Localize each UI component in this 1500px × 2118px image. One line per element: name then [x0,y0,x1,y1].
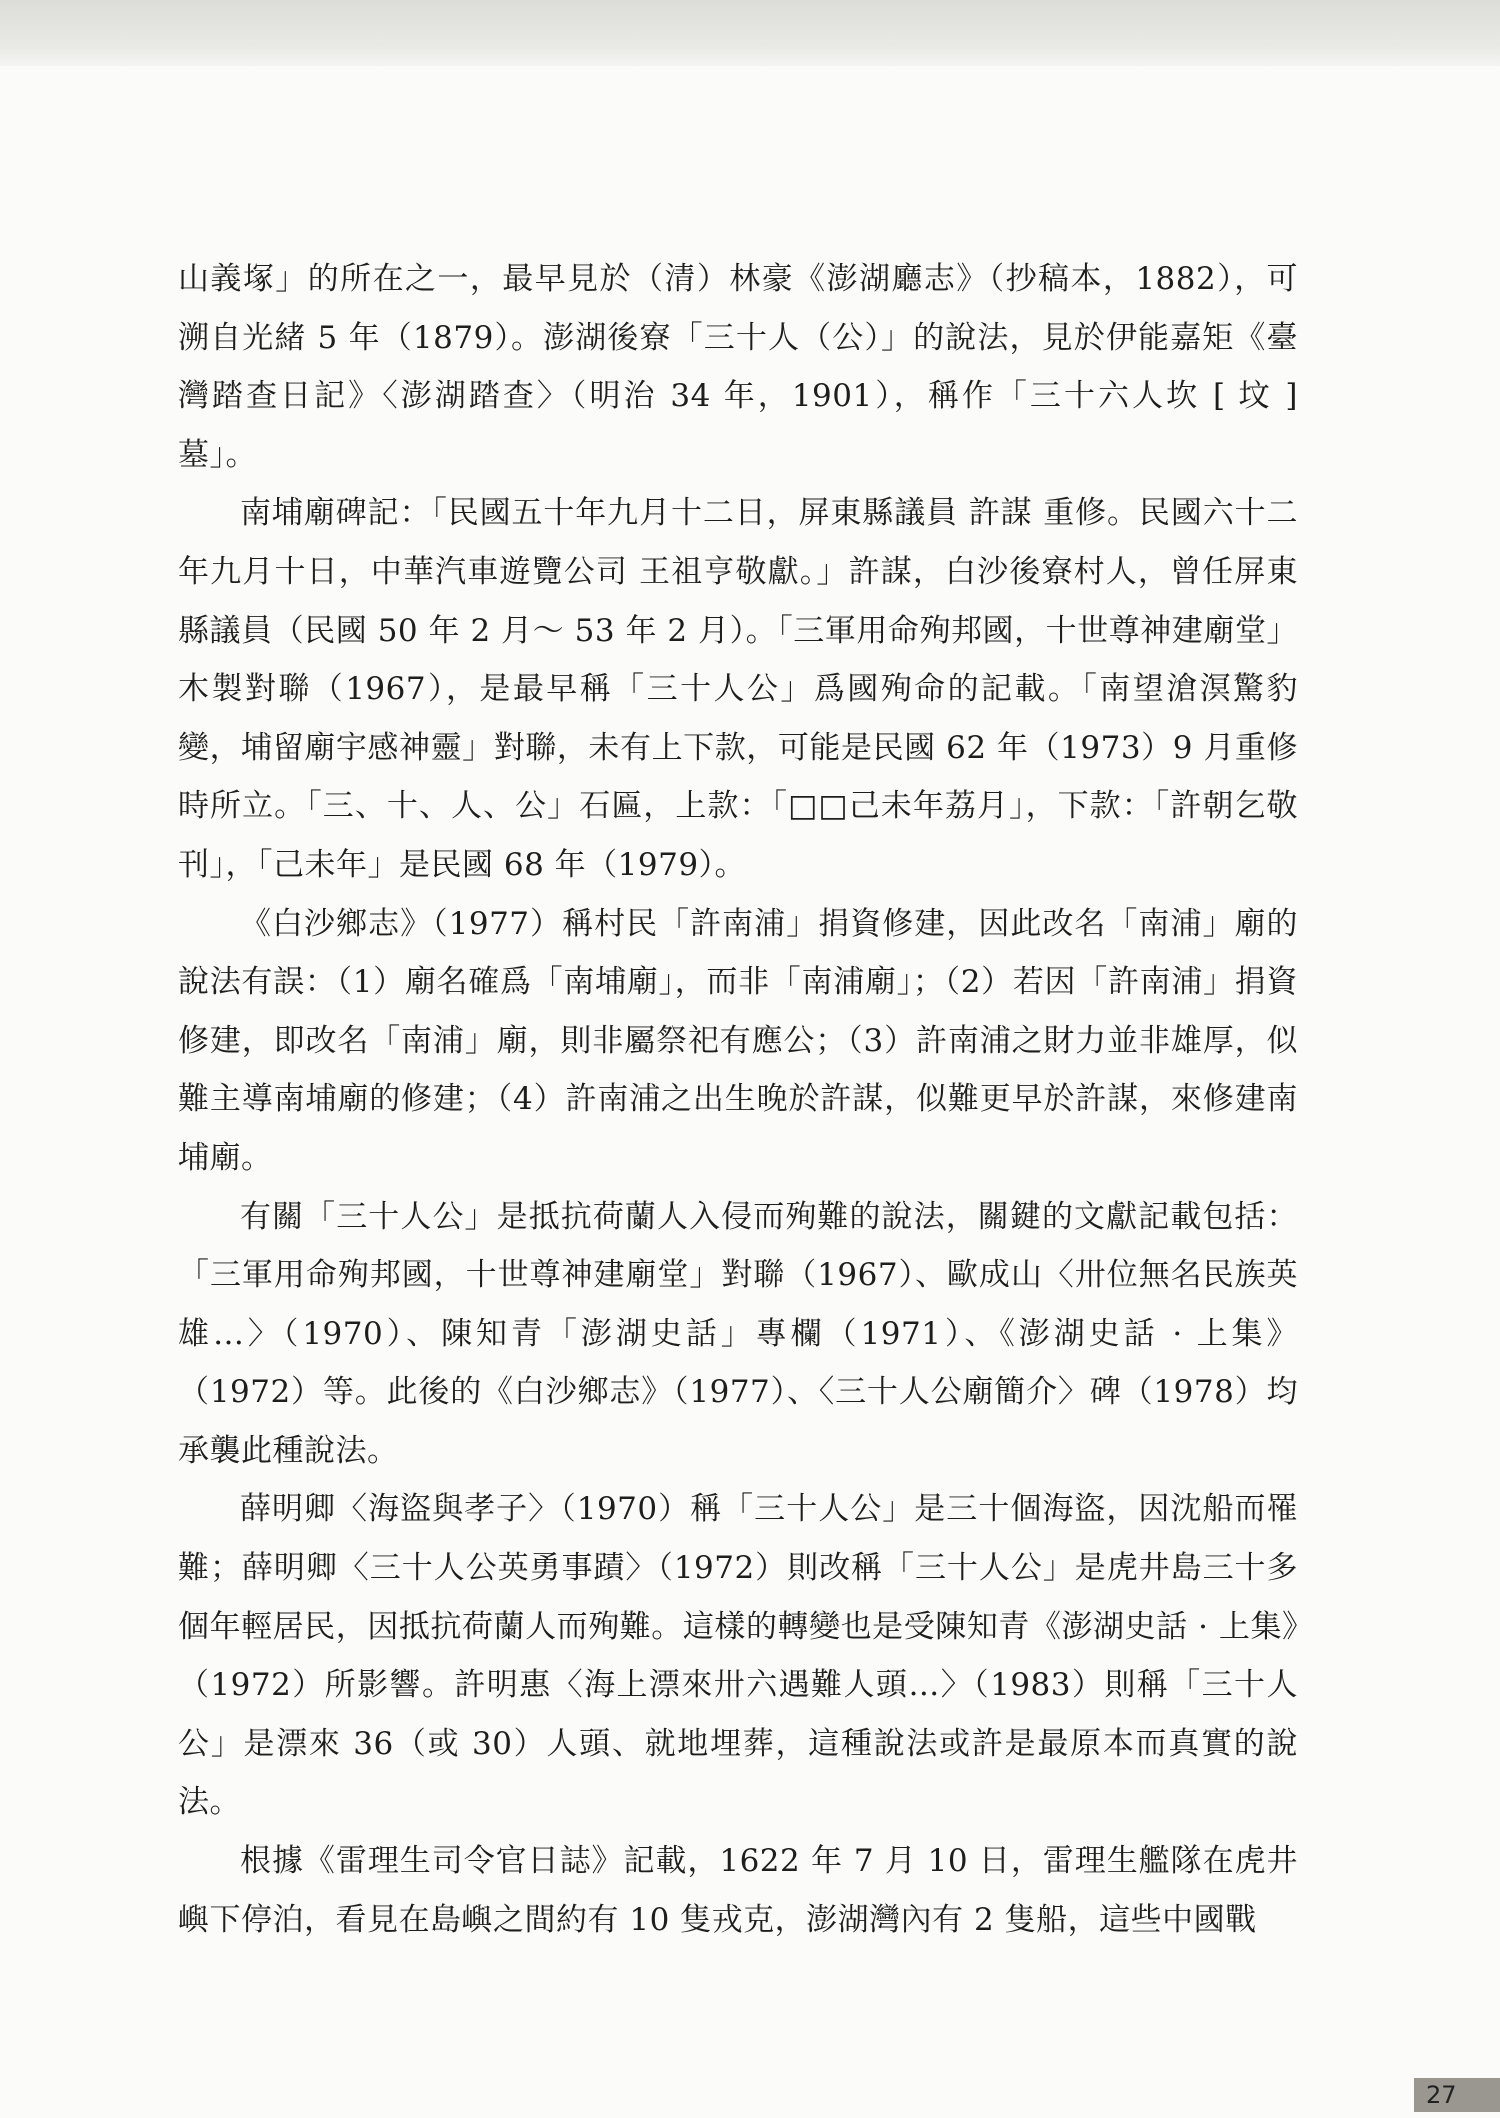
paragraph-continued: 山義塚」的所在之一，最早見於（清）林豪《澎湖廳志》（抄稿本，1882），可溯自光緒 5 年（1879）。澎湖後寮「三十人（公）」的說法，見於伊能嘉矩《臺灣踏查日記》〈澎湖踏查〉（明治 34 年，1901），稱作「三十六人坎 [ 坟 ] 墓」。 [178,261,1298,473]
body-text [178,250,1298,1949]
paragraph-xue-mingqing: 薛明卿〈海盜與孝子〉（1970）稱「三十人公」是三十個海盜，因沈船而罹難；薛明卿〈三十人公英勇事蹟〉（1972）則改稱「三十人公」是虎井島三十多個年輕居民，因抵抗荷蘭人而殉難。這樣的轉變也是受陳知青《澎湖史話 · 上集》（1972）所影響。許明惠〈海上漂來卅六遇難人頭…〉（1983）則稱「三十人公」是漂來 36（或 30）人頭、就地埋葬，這種說法或許是最原本而真實的說法。 [178,1491,1298,1821]
paragraph-anti-dutch-records: 有關「三十人公」是抵抗荷蘭人入侵而殉難的說法，關鍵的文獻記載包括：「三軍用命殉邦國，十世尊神建廟堂」對聯（1967）、歐成山〈卅位無名民族英雄…〉（1970）、陳知青「澎湖史話」專欄（1971）、《澎湖史話 · 上集》（1972）等。此後的《白沙鄉志》（1977）、〈三十人公廟簡介〉碑（1978）均承襲此種說法。 [178,1198,1298,1469]
page-number: 27 [1414,2078,1500,2112]
paragraph-reijersen-journal: 根據《雷理生司令官日誌》記載，1622 年 7 月 10 日，雷理生艦隊在虎井嶼下停泊，看見在島嶼之間約有 10 隻戎克，澎湖灣內有 2 隻船，這些中國戰 [178,1843,1298,1938]
scan-top-shadow [0,0,1500,66]
paragraph-baisha-gazetteer: 《白沙鄉志》（1977）稱村民「許南浦」捐資修建，因此改名「南浦」廟的說法有誤：（1）廟名確爲「南埔廟」，而非「南浦廟」；（2）若因「許南浦」捐資修建，即改名「南浦」廟，則非屬祭祀有應公；（3）許南浦之財力並非雄厚，似難主導南埔廟的修建；（4）許南浦之出生晚於許謀，似難更早於許謀，來修建南埔廟。 [178,905,1298,1176]
paragraph-nanpu-temple-inscription: 南埔廟碑記：「民國五十年九月十二日，屏東縣議員 許謀 重修。民國六十二年九月十日，中華汽車遊覽公司 王祖亨敬獻。」許謀，白沙後寮村人，曾任屏東縣議員（民國 50 年 2 月～ 53 年 2 月）。「三軍用命殉邦國，十世尊神建廟堂」木製對聯（1967），是最早稱「三十人公」爲國殉命的記載。「南望滄溟驚豹變，埔留廟宇感神靈」對聯，未有上下款，可能是民國 62 年（1973）9 月重修時所立。「三、十、人、公」石匾，上款：「□□己未年荔月」，下款：「許朝乞敬刊」，「己未年」是民國 68 年（1979）。 [178,495,1298,883]
